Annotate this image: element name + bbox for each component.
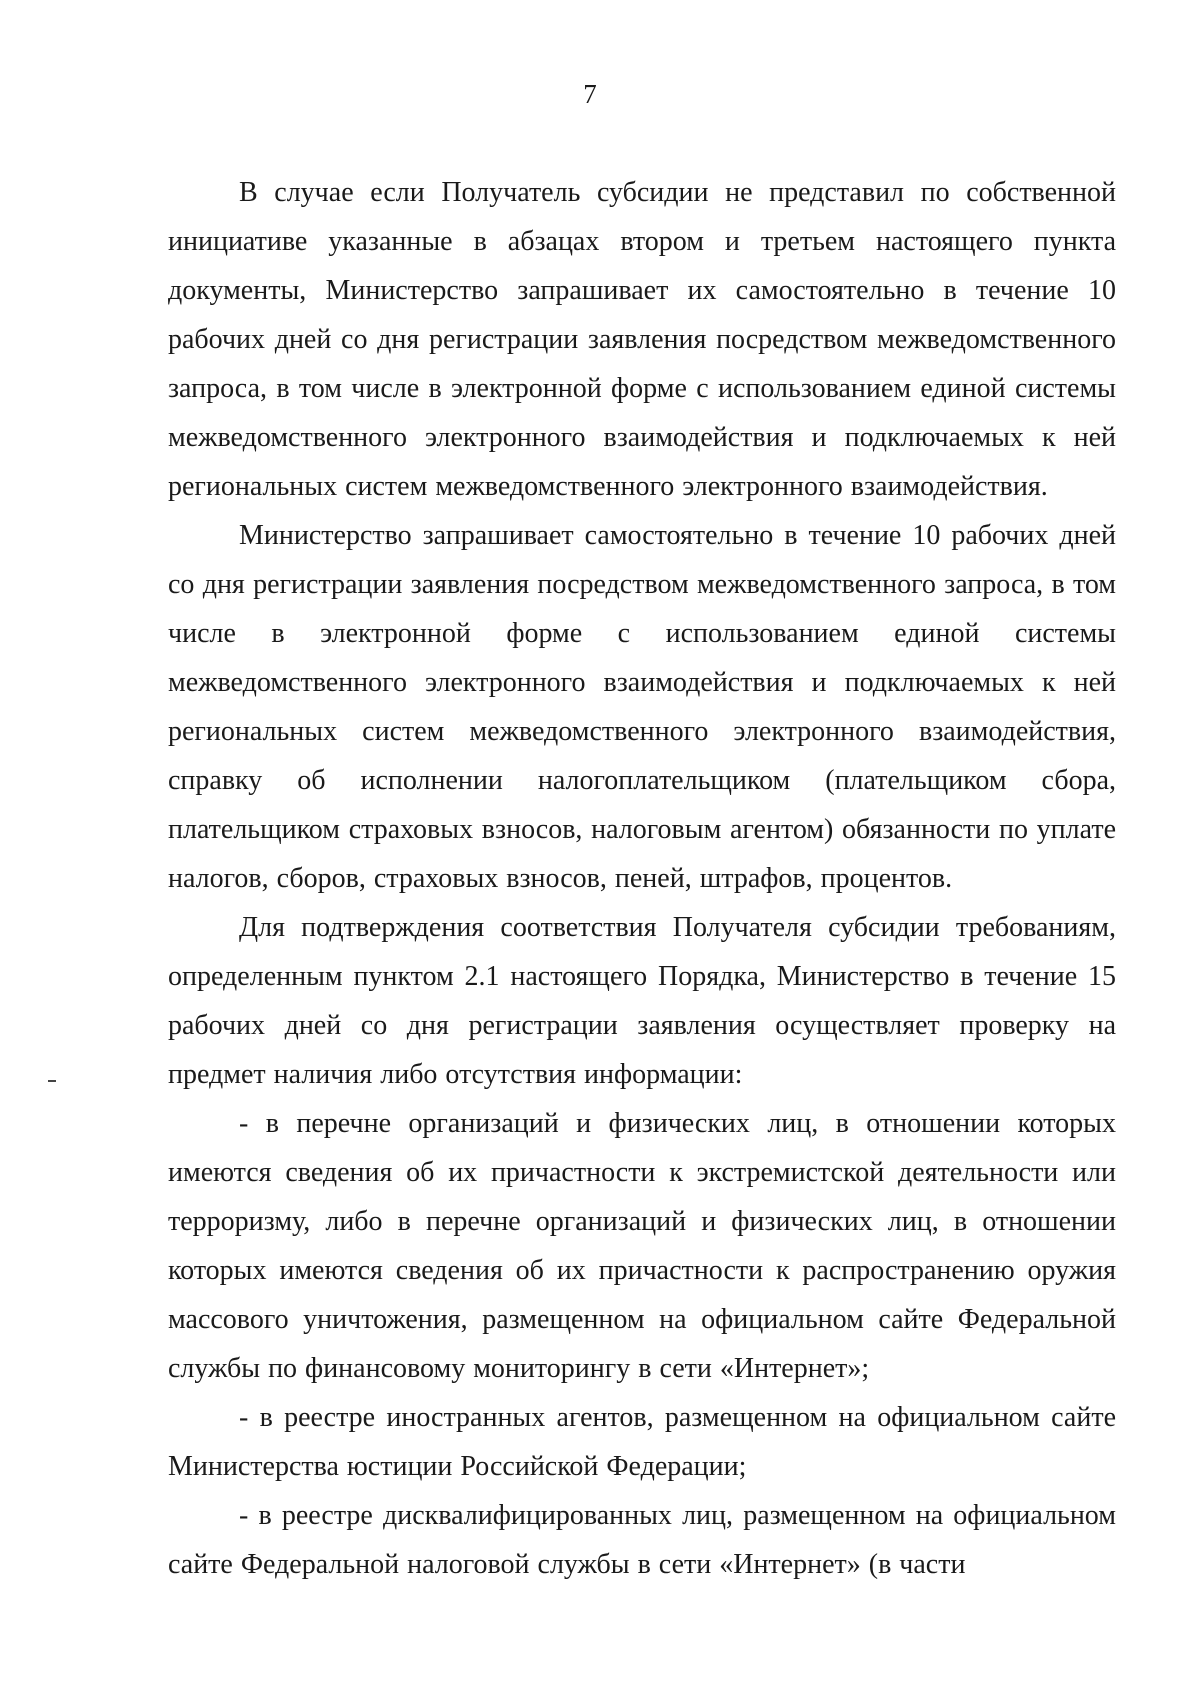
paragraph-missing-documents: В случае если Получатель субсидии не представил по собственной инициативе указанные в абзацах втором и третьем настоящего пункта документы, Министерство запрашивает их самостоятельно в течение 10 рабочих дней со дня регистрации заявления посредством межведомственного запроса, в том числе в электронной форме с использованием единой системы межведомственного электронного взаимодействия и подключаемых к ней региональных систем межведомственного электронного взаимодействия. (168, 177, 1116, 502)
paragraph-tax-certificate: Министерство запрашивает самостоятельно в течение 10 рабочих дней со дня регистрации заявления посредством межведомственного запроса, в том числе в электронной форме с использованием единой системы межведомственного электронного взаимодействия и подключаемых к ней региональных систем межведомственного электронного взаимодействия, справку об исполнении налогоплательщиком (плательщиком сбора, плательщиком страховых взносов, налоговым агентом) обязанности по уплате налогов, сборов, страховых взносов, пеней, штрафов, процентов. (168, 520, 1116, 894)
list-item-foreign-agents-register: - в реестре иностранных агентов, размещенном на официальном сайте Министерства юстиции Российской Федерации; (168, 1402, 1116, 1482)
page-number: 7 (583, 79, 597, 109)
margin-mark (48, 1080, 56, 1082)
list-item-disqualified-persons-register: - в реестре дисквалифицированных лиц, размещенном на официальном сайте Федеральной налоговой службы в сети «Интернет» (в части (168, 1500, 1116, 1580)
list-item-extremism-register: - в перечне организаций и физических лиц, в отношении которых имеются сведения об их причастности к экстремистской деятельности или терроризму, либо в перечне организаций и физических лиц, в отношении которых имеются сведения об их причастности к распространению оружия массового уничтожения, размещенном на официальном сайте Федеральной службы по финансовому мониторингу в сети «Интернет»; (168, 1108, 1116, 1384)
paragraph-compliance-check: Для подтверждения соответствия Получателя субсидии требованиям, определенным пунктом 2.1 настоящего Порядка, Министерство в течение 15 рабочих дней со дня регистрации заявления осуществляет проверку на предмет наличия либо отсутствия информации: (168, 912, 1116, 1090)
document-body (168, 168, 1116, 1589)
